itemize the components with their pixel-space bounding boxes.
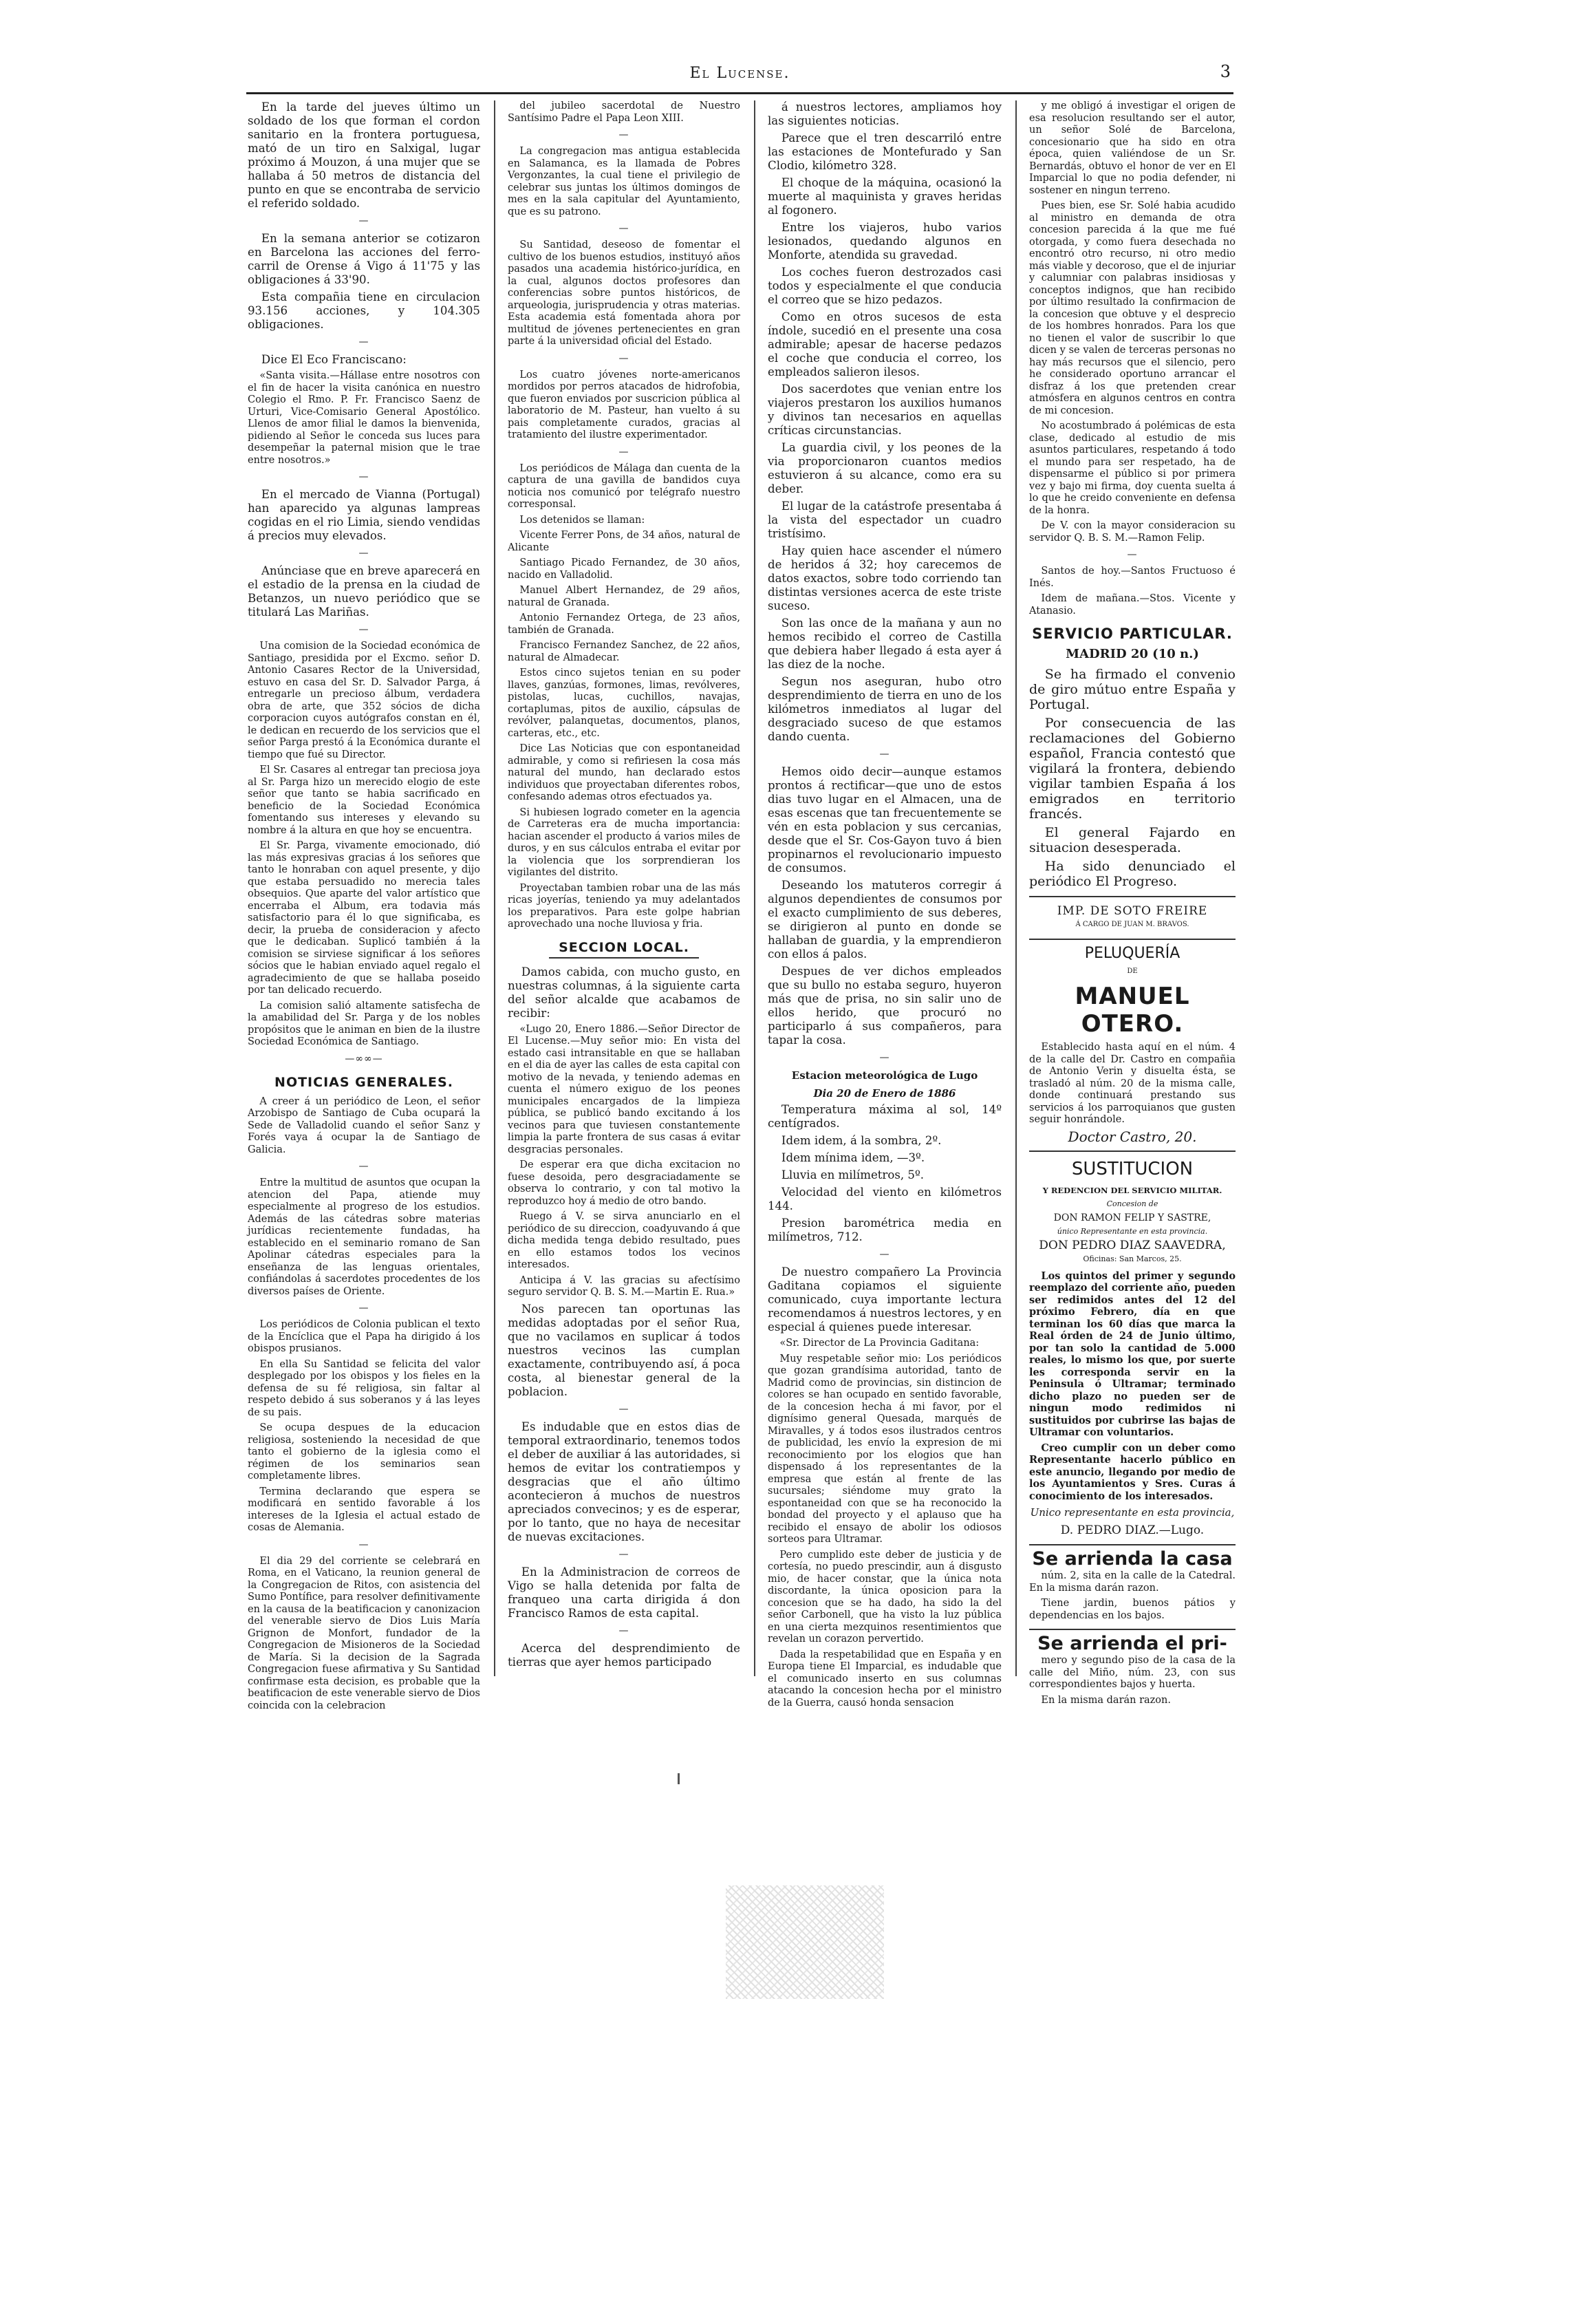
article-paragraph: Si hubiesen logrado cometer en la agencia de Carreteras era de mucha importancia: hacian ascender el producto á varios miles de duros, y en sus cálculos entraba el evitar por la violencia que los sorprendieran los vigilantes del distrito.	[508, 806, 740, 878]
article-paragraph: Hay quien hace ascender el número de heridos á 32; hoy carecemos de datos exactos, sobre todo corriendo tan distintas versiones acerca de este triste suceso.	[768, 544, 1002, 612]
article-paragraph: El lugar de la catástrofe presentaba á la vista del espectador un cuadro tristísimo.	[768, 500, 1002, 540]
article-paragraph: Dos sacerdotes que venian entre los viajeros prestaron los auxilios humanos y divinos tan necesarios en aquellas críticas circunstancias.	[768, 383, 1002, 437]
weather-line: Presion barométrica media en milímetros, 712.	[768, 1217, 1002, 1243]
ad-military-text: Creo cumplir con un deber como Representante hacerlo público en este anuncio, llegando por medio de los Ayuntamientos y Sres. Curas á conocimiento de los interesados.	[1029, 1442, 1236, 1502]
article-paragraph: Dice Las Noticias que con espontaneidad admirable, y como si refiriesen la cosa más natural del mundo, han declarado estos individuos que proyectaban diferentes robos, confesando ademas otros efectuados ya.	[508, 743, 740, 802]
article-paragraph: Los cuatro jóvenes norte-americanos mordidos por perros atacados de hidrofobia, que fueron enviados por suscricion pública al laboratorio de M. Pasteur, han vuelto á su pais completamente curados, gracias al tratamiento del ilustre experimentador.	[508, 369, 740, 440]
article-paragraph: Deseando los matuteros corregir á algunos dependientes de consumos por el exacto cumplimiento de sus deberes, se dirigieron al punto en donde se hallaban de guardia, y la emprendieron con ellos á palos.	[768, 879, 1002, 961]
separator: —	[358, 215, 369, 226]
article-paragraph: En la semana anterior se cotizaron en Barcelona las acciones del ferro-carril de Orense á Vigo á 11'75 y las obligaciones á 33'90.	[248, 232, 480, 286]
article-paragraph: Proyectaban tambien robar una de las más ricas joyerías, teniendo ya muy adelantados los preparativos. Para este golpe habrian aprovechado una noche lluviosa y fria.	[508, 882, 740, 930]
article-paragraph: La guardia civil, y los peones de la via proporcionaron cuantos medios estuvieron á su alcance, como era su deber.	[768, 441, 1002, 495]
weather-heading: Estacion meteorológica de Lugo	[791, 1069, 978, 1082]
ad-rent-floor-text: mero y segundo piso de la casa de la calle del Miño, núm. 23, con sus correspondientes bajos y huerta.	[1029, 1655, 1236, 1690]
separator: —	[618, 446, 629, 458]
ad-rent-house-title: Se arrienda la casa	[1032, 1548, 1233, 1570]
article-paragraph: Ruego á V. se sirva anunciarlo en el periódico de su direccion, coadyuvando á que dicha medida tenga debido resultado, pues en ello estamos todos los vecinos interesados.	[508, 1211, 740, 1270]
article-paragraph: Despues de ver dichos empleados que su bullo no estaba seguro, huyeron más que de prisa, no sin salir uno de ellos herido, que procuró no participarlo á sus compañeros, para tapar la cosa.	[768, 965, 1002, 1047]
article-paragraph: El Sr. Parga, vivamente emocionado, dió las más expresivas gracias á los señores que tanto le honraban con aquel presente, y dijo que estaba persuadido no merecia tales obsequios. Que aparte del valor artístico que encerraba el Album, era todavia más satisfactorio para él lo que significaba, es decir, la prueba de consideracion y afecto que le dedicaban. Suplicó también á la comision se sirviese significar á los señores sócios que le habian enviado aquel regalo el agradecimiento de que se hallaba poseido por tan delicado recuerdo.	[248, 840, 480, 996]
separator: —	[358, 548, 369, 559]
section-heading: SECCION LOCAL.	[549, 941, 699, 959]
ad-military-subtitle: Y REDENCION DEL SERVICIO MILITAR.	[1042, 1185, 1222, 1195]
article-paragraph: De esperar era que dicha excitacion no fuese desoida, pero desgraciadamente se observa lo contrario, y con tal motivo la reproduzco hoy á medio de otro bando.	[508, 1159, 740, 1207]
article-paragraph: Esta compañia tiene en circulacion 93.156 acciones, y 104.305 obligaciones.	[248, 290, 480, 331]
telegram: El general Fajardo en situacion desesperada.	[1029, 825, 1236, 855]
divider	[1029, 1629, 1236, 1630]
article-paragraph: Antonio Fernandez Ortega, de 23 años, también de Granada.	[508, 612, 740, 636]
separator: —	[618, 1625, 629, 1636]
article-paragraph: Como en otros sucesos de esta índole, sucedió en el presente una cosa admirable; apesar de hacerse pedazos el coche que conducia el correo, los empleados salieron ilesos.	[768, 310, 1002, 378]
article-paragraph: Hemos oido decir—aunque estamos prontos á rectificar—que uno de estos dias tuvo lugar en el Almacen, una de esas escenas que tan frecuentemente se vén en esta poblacion y sus cercanias, desde que el Sr. Cos-Gayon tuvo á bien propinarnos el revolucionario impuesto de consumos.	[768, 765, 1002, 875]
telegram: Se ha firmado el convenio de giro mútuo entre España y Portugal.	[1029, 667, 1236, 712]
section-heading: SERVICIO PARTICULAR.	[1032, 625, 1233, 642]
ad-military-rep2: Unico representante en esta provincia,	[1030, 1506, 1235, 1519]
ad-barbershop-name: MANUEL OTERO.	[1075, 983, 1190, 1038]
article-paragraph: Es indudable que en estos dias de temporal extraordinario, tenemos todos el deber de auxiliar á las autoridades, si hemos de evitar los contratiempos y desgracias que el año último acontecieron á muchos de nuestros apreciados convecinos; y es de esperar, por lo tanto, que no haya de necesitar de nuevas excitaciones.	[508, 1420, 740, 1543]
article-paragraph: Dada la respetabilidad que en España y en Europa tiene El Imparcial, es indudable que el comunicado inserto en sus columnas atacando la concesion hecha por el ministro de la Guerra, causó honda sensacion	[768, 1649, 1002, 1709]
weather-line: Lluvia en milímetros, 5º.	[781, 1168, 925, 1181]
article-paragraph: Pues bien, ese Sr. Solé habia acudido al ministro en demanda de otra concesion parecida á la que me fué otorgada, y como fuera desechada no encontró otro recurso, ni otro medio más viable y decoroso, que el de injuriar y calumniar con palabras insidiosas y conceptos indignos, que han recibido por último resultado la confirmacion de la concesion que obtuve y el desprecio de los hombres honrados. Para los que no tienen el valor de suscribir lo que dicen y se valen de terceras personas no hay más recursos que el silencio, pero he considerado oportuno arrancar el disfraz á los que pretenden crear atmósfera en algunos centros en contra de mi concesion.	[1029, 200, 1236, 416]
ink-smudge	[726, 1885, 884, 1999]
article-paragraph: El choque de la máquina, ocasionó la muerte al maquinista y graves heridas al fogonero.	[768, 176, 1002, 217]
ad-military-concession: Concesion de	[1106, 1199, 1158, 1208]
printer-imprint-sub: Á CARGO DE JUAN M. BRAVOS.	[1075, 921, 1189, 928]
ad-military-rep: único Representante en esta provincia.	[1057, 1226, 1208, 1236]
separator: —	[879, 1249, 890, 1260]
column-rule	[754, 100, 755, 1676]
column-rule	[1015, 100, 1017, 1676]
article-paragraph: Santiago Picado Fernandez, de 30 años, nacido en Valladolid.	[508, 557, 740, 581]
separator: —	[879, 1052, 890, 1063]
article-paragraph: Vicente Ferrer Pons, de 34 años, natural de Alicante	[508, 530, 740, 553]
separator: —	[618, 223, 629, 234]
article-paragraph: Los periódicos de Colonia publican el texto de la Encíclica que el Papa ha dirigido á los obispos prusianos.	[248, 1319, 480, 1354]
weather-line: Idem mínima idem, —3º.	[781, 1151, 925, 1164]
article-paragraph: En la tarde del jueves último un soldado de los que forman el cordon sanitario en la frontera portuguesa, mató de un tiro en Salxigal, lugar próximo á Mouzon, á una mujer que se hallaba á 50 metros de distancia del punto en que se encontraba de servicio el referido soldado.	[248, 100, 480, 210]
page-header	[246, 61, 1233, 94]
ink-mark	[678, 1773, 680, 1784]
article-paragraph: Los detenidos se llaman:	[519, 514, 645, 526]
article-paragraph: La congregacion mas antigua establecida en Salamanca, es la llamada de Pobres Vergonzantes, la cual tiene el privilegio de celebrar sus juntas los últimos domingos de mes en la sala capitular del Ayuntamiento, que es su patrono.	[508, 146, 740, 217]
column-3	[768, 100, 1002, 1709]
ad-military-offices: Oficinas: San Marcos, 25.	[1083, 1254, 1182, 1263]
telegram-dateline: MADRID 20 (10 n.)	[1066, 647, 1199, 661]
article-paragraph: Los periódicos de Málaga dan cuenta de la captura de una gavilla de bandidos cuya noticia nos comunicó por telégrafo nuestro corresponsal.	[508, 462, 740, 510]
telegram: Por consecuencia de las reclamaciones del Gobierno español, Francia contestó que vigilará la frontera, debiendo vigilar tambien España á los emigrados en territorio francés.	[1029, 716, 1236, 822]
article-paragraph: «Santa visita.—Hállase entre nosotros con el fin de hacer la visita canónica en nuestro Colegio el Rmo. P. Fr. Francisco Saenz de Urturi, Vice-Comisario General Apostólico. Llenos de amor filial le damos la bienvenida, pidiendo al Señor le conceda sus luces para desempeñar la paternal mision que le trae entre nosotros.»	[248, 370, 480, 466]
article-paragraph: La comision salió altamente satisfecha de la amabilidad del Sr. Parga y de los nobles propósitos que le animan en bien de la ilustre Sociedad Económica de Santiago.	[248, 1000, 480, 1047]
separator: —	[618, 129, 629, 140]
ad-rent-house-text: núm. 2, sita en la calle de la Catedral. En la misma darán razon.	[1029, 1570, 1236, 1594]
ad-military-text: Los quintos del primer y segundo reemplazo del corriente año, pueden ser redimidos antes del 12 del próximo Febrero, día en que terminan los 60 días que marca la Real órden de 24 de Junio último, por tan solo la cantidad de 5.000 reales, lo mismo los que, por suerte les corresponda servir en la Peninsula ó Ultramar; terminado dicho plazo no pueden ser de ningun modo redimidos ni sustituidos por cubrirse las bajas de Ultramar con voluntarios.	[1029, 1270, 1236, 1438]
ad-rent-house-text: Tiene jardin, buenos pátios y dependencias en los bajos.	[1029, 1598, 1236, 1621]
separator: —	[618, 1403, 629, 1415]
article-paragraph: Anúnciase que en breve aparecerá en el estadio de la prensa en la ciudad de Betanzos, un nuevo periódico que se titulará Las Mariñas.	[248, 564, 480, 619]
article-paragraph: Nos parecen tan oportunas las medidas adoptadas por el señor Rua, que no vacilamos en suplicar á todos nuestros vecinos las cumplan exactamente, contribuyendo así, á poca costa, al bienestar general de la poblacion.	[508, 1302, 740, 1398]
ad-barbershop-title: PELUQUERÍA	[1084, 945, 1180, 962]
article-paragraph: Los coches fueron destrozados casi todos y especialmente el que conducia el correo que se hizo pedazos.	[768, 266, 1002, 306]
weather-line: Temperatura máxima al sol, 14º centígrados.	[768, 1103, 1002, 1130]
separator: —	[358, 1303, 369, 1314]
article-paragraph: Se ocupa despues de la educacion religiosa, sosteniendo la necesidad de que tanto el gobierno de la iglesia como el régimen de los seminarios sean completamente libres.	[248, 1422, 480, 1481]
article-paragraph: En la Administracion de correos de Vigo se halla detenida por falta de franqueo una carta dirigida á don Francisco Ramos de esta capital.	[508, 1565, 740, 1620]
separator: —	[358, 1539, 369, 1550]
column-4	[1029, 100, 1236, 1706]
weather-date: Dia 20 de Enero de 1886	[813, 1087, 956, 1100]
article-paragraph: Acerca del desprendimiento de tierras que ayer hemos participado	[508, 1641, 740, 1669]
article-paragraph: y me obligó á investigar el origen de esa resolucion resultando ser el autor, un señor Solé de Barcelona, concesionario que ha sido en otra época, quien valiéndose de un Sr. Bernardás, obtuvo el honor de ver en El Imparcial lo que no podia defender, ni sostener en ningun terreno.	[1029, 100, 1236, 196]
article-paragraph: Entre la multitud de asuntos que ocupan la atencion del Papa, atiende muy especialmente al progreso de los estudios. Además de las cátedras sobre materias jurídicas recientemente fundadas, ha establecido en el seminario romano de San Apolinar cátedras especiales para la enseñanza de las lenguas orientales, confiándolas á sacerdotes procedentes de los diversos países de Oriente.	[248, 1177, 480, 1297]
section-heading: NOTICIAS GENERALES.	[274, 1074, 453, 1090]
article-paragraph: «Sr. Director de La Provincia Gaditana:	[779, 1338, 980, 1349]
article-paragraph: Una comision de la Sociedad económica de Santiago, presidida por el Excmo. señor D. Antonio Casares Rector de la Universidad, estuvo en casa del Sr. D. Salvador Parga, á entregarle un precioso álbum, verdadera obra de arte, que 352 sócios de dicha corporacion cuyos autógrafos constan en él, le dedican en recuerdo de los servicios que el señor Parga prestó á la Económica durante el tiempo que fué su Director.	[248, 641, 480, 760]
article-paragraph: En el mercado de Vianna (Portugal) han aparecido ya algunas lampreas cogidas en el rio Limia, siendo vendidas á precios muy elevados.	[248, 488, 480, 542]
article-paragraph: Dice El Eco Franciscano:	[261, 353, 407, 366]
article-paragraph: á nuestros lectores, ampliamos hoy las siguientes noticias.	[768, 100, 1002, 127]
saints-tomorrow: Idem de mañana.—Stos. Vicente y Atanasio.	[1029, 593, 1236, 617]
ad-barbershop-text: Establecido hasta aquí en el núm. 4 de la calle del Dr. Castro en compañia de Antonio Verin y disuelta ésta, se trasladó al núm. 20 de la misma calle, donde continuará prestando sus servicios á los parroquianos que gusten seguir honrándole.	[1029, 1042, 1236, 1125]
article-paragraph: Estos cinco sujetos tenian en su poder llaves, ganzúas, formones, limas, revólveres, pistolas, lucas, cuchillos, navajas, cortaplumas, pitos de auxilio, cápsulas de revólver, palanquetas, documentos, planos, carteras, etc., etc.	[508, 667, 740, 739]
article-paragraph: El dia 29 del corriente se celebrará en Roma, en el Vaticano, la reunion general de la Congregacion de Ritos, con asistencia del Sumo Pontífice, para resolver definitivamente en la causa de la beatificacion y canonizacion del venerable siervo de Dios Luis María Grignon de Monfort, fundador de la Congregacion de Misioneros de la Sociedad de María. Si la decision de la Sagrada Congregacion fuese afirmativa y Su Santidad confirmase esta decision, es probable que la beatificacion de este venerable siervo de Dios coincida con la celebracion	[248, 1555, 480, 1711]
separator: —	[618, 352, 629, 364]
article-paragraph: De nuestro compañero La Provincia Gaditana copiamos el siguiente comunicado, cuya importante lectura recomendamos á nuestros lectores, y en especial á quienes puede interesar.	[768, 1265, 1002, 1334]
article-paragraph: No acostumbrado á polémicas de esta clase, dedicado al estudio de mis asuntos particulares, respetando á todo el mundo para ser respetado, ha de dispensarme el público si por primera vez y bajo mi firma, doy cuenta suelta á lo que he creido conveniente en defensa de la honra.	[1029, 420, 1236, 516]
separator: —	[1127, 549, 1138, 560]
article-paragraph: Son las once de la mañana y aun no hemos recibido el correo de Castilla que debiera haber llegado á esta ayer á las diez de la noche.	[768, 617, 1002, 671]
separator: —	[358, 1161, 369, 1172]
divider	[1029, 896, 1236, 897]
separator: —	[879, 749, 890, 760]
article-paragraph: Manuel Albert Hernandez, de 29 años, natural de Granada.	[508, 585, 740, 608]
weather-line: Idem idem, á la sombra, 2º.	[781, 1134, 942, 1147]
weather-line: Velocidad del viento en kilómetros 144.	[768, 1186, 1002, 1212]
article-paragraph: Muy respetable señor mio: Los periódicos que gozan grandísima autoridad, tanto de Madrid como de provincias, sin distincion de colores se han ocupado en sentido favorable, de la concesion hecha á mi favor, por el dignísimo general Quesada, marqués de Miravalles, y á todos esos ilustrados centros de publicidad, les envío la expresion de mi reconocimiento por los elogios que han dispensado á los representantes de la empresa que están al frente de las sucursales; siéndome muy grato la espontaneidad con que se ha reconocido la bondad del proyecto y el aplauso que ha recibido el ensayo de abolir los odiosos sorteos para Ultramar.	[768, 1353, 1002, 1545]
divider	[1029, 939, 1236, 940]
article-paragraph: Damos cabida, con mucho gusto, en nuestras columnas, á la siguiente carta del señor alcalde que acabamos de recibir:	[508, 965, 740, 1020]
article-paragraph: «Lugo 20, Enero 1886.—Señor Director de El Lucense.—Muy señor mio: En vista del estado casi intransitable en que se hallaban en el dia de ayer las calles de esta capital con motivo de la nevada, y teniendo ademas en cuenta el número exiguo de los peones municipales encargados de la limpieza pública, se publicó bando excitando á los vecinos para que tuviesen constantemente limpia la parte frontera de sus casas á evitar desgracias personales.	[508, 1023, 740, 1155]
column-2	[508, 100, 740, 1676]
separator: —	[358, 336, 369, 347]
article-paragraph: Su Santidad, deseoso de fomentar el cultivo de los buenos estudios, instituyó años pasados una academia histórico-jurídica, en la cual, algunos doctos profesores dan conferencias sobre puntos históricos, de arqueologia, jurisprudencia y otras materias. Esta academia está fomentada ahora por multitud de jóvenes pertenecientes en gran parte á la universidad oficial del Estado.	[508, 239, 740, 347]
divider	[1029, 1544, 1236, 1545]
article-paragraph: Anticipa á V. las gracias su afectísimo seguro servidor Q. B. S. M.—Martin E. Rua.»	[508, 1274, 740, 1298]
ad-barbershop-address: Doctor Castro, 20.	[1068, 1128, 1197, 1145]
column-rule	[494, 100, 495, 1676]
saints-today: Santos de hoy.—Santos Fructuoso é Inés.	[1029, 566, 1236, 589]
article-paragraph: Termina declarando que espera se modificará en sentido favorable á los intereses de la Iglesia el actual estado de cosas de Alemania.	[248, 1486, 480, 1533]
printer-imprint: IMP. DE SOTO FREIRE	[1057, 904, 1208, 918]
article-paragraph: En ella Su Santidad se felicita del valor desplegado por los obispos y los fieles en la defensa de su fé religiosa, sin faltar al respeto debido á sus soberanos y á las leyes de su pais.	[248, 1358, 480, 1418]
article-paragraph: del jubileo sacerdotal de Nuestro Santísimo Padre el Papa Leon XIII.	[508, 100, 740, 124]
separator: —	[358, 624, 369, 635]
page-number: 3	[1220, 62, 1231, 81]
newspaper-title: El Lucense.	[689, 65, 790, 82]
article-paragraph: Pero cumplido este deber de justicia y de cortesía, no puedo prescindir, aun á disgusto mio, de hacer constar, que la única nota discordante, la única oposicion para la concesion que se ha dado, ha sido la del señor Carbonell, que ha visto la luz pública en una cierta mezquinos resentimientos que revelan un corazon pervertido.	[768, 1549, 1002, 1645]
article-paragraph: De V. con la mayor consideracion su servidor Q. B. S. M.—Ramon Felip.	[1029, 520, 1236, 544]
article-paragraph: A creer á un periódico de Leon, el señor Arzobispo de Santiago de Cuba ocupará la Sede de Valladolid cuando el señor Sanz y Forés vaya á ocupar la de Santiago de Galicia.	[248, 1095, 480, 1155]
ad-military-name1: DON RAMON FELIP Y SASTRE,	[1053, 1212, 1211, 1223]
ad-rent-floor-text: En la misma darán razon.	[1041, 1694, 1171, 1706]
divider	[1029, 1150, 1236, 1152]
article-paragraph: Entre los viajeros, hubo varios lesionados, quedando algunos en Monforte, atendida su gravedad.	[768, 221, 1002, 261]
article-paragraph: El Sr. Casares al entregar tan preciosa joya al Sr. Parga hizo un merecido elogio de este señor que tanto se habia sacrificado en beneficio de la Sociedad Económica fomentando sus intereses y elevando su nombre á la altura en que hoy se encuentra.	[248, 764, 480, 836]
ad-rent-floor-title: Se arrienda el pri-	[1037, 1633, 1227, 1654]
article-paragraph: Parece que el tren descarriló entre las estaciones de Montefurado y San Clodio, kilómetro 328.	[768, 131, 1002, 172]
ad-military-name2: DON PEDRO DIAZ SAAVEDRA,	[1039, 1238, 1226, 1252]
article-paragraph: Segun nos aseguran, hubo otro desprendimiento de tierra en uno de los kilómetros inmediatos al lugar del desgraciado suceso de que estamos dando cuenta.	[768, 675, 1002, 743]
separator: —	[358, 471, 369, 482]
ad-military-signature: D. PEDRO DIAZ.—Lugo.	[1060, 1523, 1205, 1537]
ad-barbershop-de: DE	[1127, 967, 1138, 975]
article-paragraph: Francisco Fernandez Sanchez, de 22 años, natural de Almadecar.	[508, 640, 740, 663]
telegram: Ha sido denunciado el periódico El Progreso.	[1029, 859, 1236, 889]
ad-military-title: SUSTITUCION	[1071, 1158, 1194, 1179]
separator: —∞∞—	[345, 1053, 383, 1064]
column-1	[248, 100, 480, 1711]
separator: —	[618, 1548, 629, 1560]
